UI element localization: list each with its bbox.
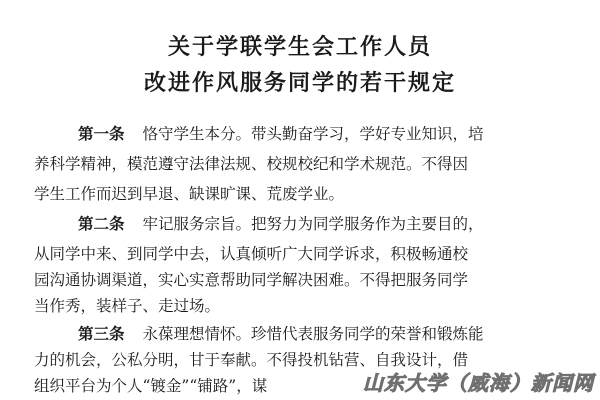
article-3-line-3: 组织平台为个人“镀金”“铺路”，谋 (34, 377, 268, 395)
article-2-line-2: 从同学中来、到同学中去，认真倾听广大同学诉求，积极畅通校 (34, 245, 469, 263)
article-1-line-3: 学生工作而迟到早退、缺课旷课、荒废学业。 (34, 185, 345, 203)
article-3-line-2: 力的机会，公私分明，甘于奉献。不得投机钻营、自我设计，借 (34, 351, 469, 369)
article-3-label: 第三条 (78, 325, 125, 343)
article-1-label: 第一条 (78, 125, 125, 143)
article-1-line-1 (78, 122, 484, 144)
article-2-line-3: 园沟通协调渠道，实心实意帮助同学解决困难。不得把服务同学 (34, 271, 469, 289)
article-1-line-2: 养科学精神，模范遵守法律法规、校规校纪和学术规范。不得因 (34, 155, 469, 173)
article-2-label: 第二条 (78, 215, 125, 233)
article-2-line-4: 当作秀，装样子、走过场。 (34, 297, 221, 315)
article-2-text-1: 牢记服务宗旨。把努力为同学服务作为主要目的， (142, 215, 484, 233)
article-2-line-1 (78, 212, 484, 234)
document-title-line-2: 改进作风服务同学的若干规定 (143, 71, 456, 96)
article-1-text-1: 恪守学生本分。带头勤奋学习，学好专业知识，培 (142, 125, 484, 143)
watermark-logo: 山东大学（威海）新闻网 (363, 371, 594, 395)
article-3-text-1: 永葆理想情怀。珍惜代表服务同学的荣誉和锻炼能 (142, 325, 484, 343)
document-title-line-1: 关于学联学生会工作人员 (167, 35, 432, 60)
article-3-line-1 (78, 322, 484, 344)
